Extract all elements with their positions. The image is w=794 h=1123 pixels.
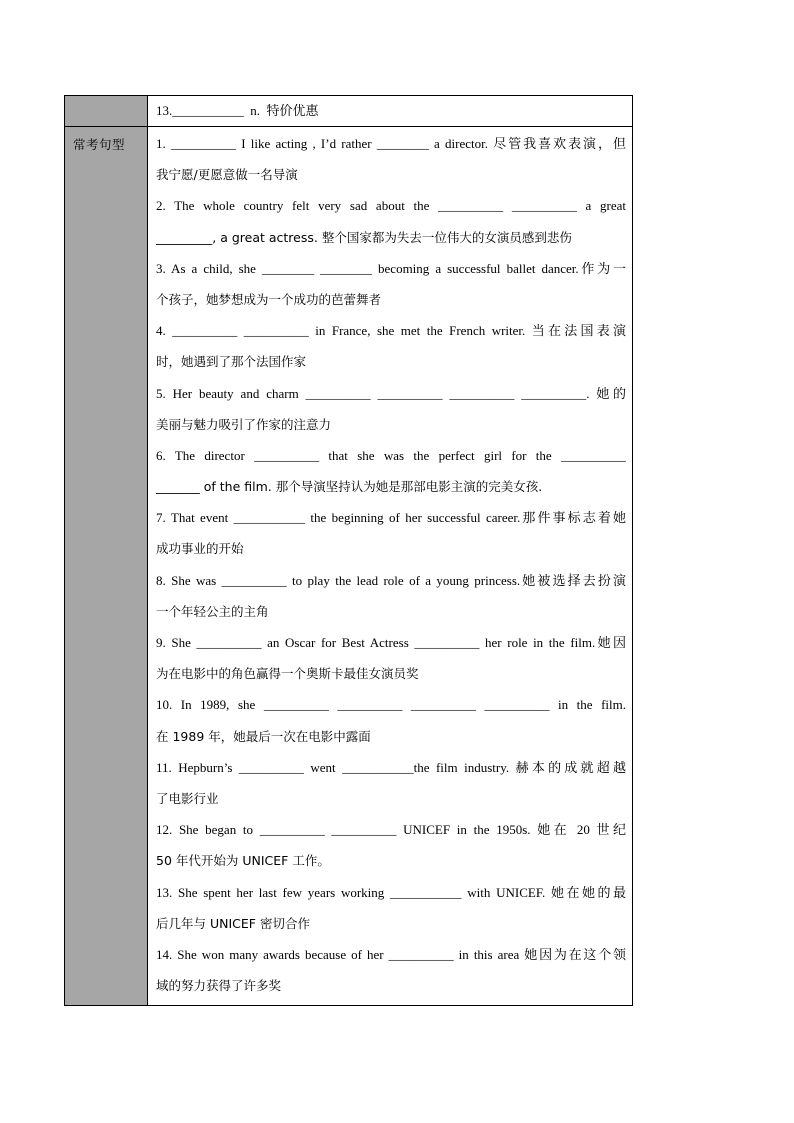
sentence-list-cell <box>148 127 633 1006</box>
sentence-line: 一个年轻公主的主角 <box>156 603 269 619</box>
sentence-line: 6. The director __________ that she was the perfect girl for the __________ <box>156 447 626 463</box>
sentence-line: 了电影行业 <box>156 790 219 806</box>
sentence-line: 我宁愿/更愿意做一名导演 <box>156 167 298 183</box>
sentence-line: _______ of the film. 那个导演坚持认为她是那部电影主演的完美女孩. <box>156 479 543 495</box>
sentence-line: 2. The whole country felt very sad about the __________ __________ a great <box>156 198 626 214</box>
sentence-line: 1. __________ I like acting , I’d rather ________ a director. 尽管我喜欢表演，但 <box>156 136 626 151</box>
study-sheet-table <box>64 95 633 1006</box>
sentence-line: 9. She __________ an Oscar for Best Actress __________ her role in the film.她因 <box>156 635 626 650</box>
category-label: 常考句型 <box>73 137 126 152</box>
sentence-line: 时，她遇到了那个法国作家 <box>156 354 307 370</box>
sentence-line: 美丽与魅力吸引了作家的注意力 <box>156 416 332 432</box>
header-row <box>65 96 633 127</box>
sentence-line: 13. She spent her last few years working ___________ with UNICEF. 她在她的最 <box>156 884 626 900</box>
sentence-line: 50 年代开始为 UNICEF 工作。 <box>156 853 330 869</box>
sentence-line: 4. __________ __________ in France, she met the French writer. 当在法国表演 <box>156 323 626 339</box>
sentence-line: 7. That event ___________ the beginning of her successful career.那件事标志着她 <box>156 510 626 526</box>
sentence-line: 12. She began to __________ __________ UNICEF in the 1950s. 她在 20 世纪 <box>156 822 626 838</box>
sentence-line: 后几年与 UNICEF 密切合作 <box>156 915 310 931</box>
category-cell <box>65 127 148 1006</box>
sentence-list <box>156 127 626 1005</box>
sentence-line: 为在电影中的角色赢得一个奥斯卡最佳女演员奖 <box>156 666 419 682</box>
sentence-line: 个孩子，她梦想成为一个成功的芭蕾舞者 <box>156 291 382 307</box>
sentence-line: 14. She won many awards because of her __________ in this area 她因为在这个领 <box>156 946 626 962</box>
sentence-line: 域的努力获得了许多奖 <box>156 978 282 994</box>
vocab-item-13: 13.___________ n. 特价优惠 <box>156 103 319 118</box>
sentence-line: 3. As a child, she ________ ________ becoming a successful ballet dancer.作为一 <box>156 260 626 276</box>
sentence-line: 11. Hepburn’s __________ went ___________the film industry. 赫本的成就超越 <box>156 759 626 775</box>
sentence-pattern-row <box>65 127 633 1006</box>
header-row-content-cell <box>148 96 633 127</box>
sentence-line: _________, a great actress. 整个国家都为失去一位伟大的女演员感到悲伤 <box>156 229 572 245</box>
sentence-line: 成功事业的开始 <box>156 541 244 557</box>
sentence-line: 5. Her beauty and charm __________ __________ __________ __________. 她的 <box>156 385 626 401</box>
header-row-side-cell <box>65 96 148 127</box>
sentence-line: 10. In 1989, she __________ __________ __________ __________ in the film. <box>156 697 626 713</box>
sentence-line: 8. She was __________ to play the lead role of a young princess.她被选择去扮演 <box>156 572 626 588</box>
sentence-line: 在 1989 年，她最后一次在电影中露面 <box>156 728 371 744</box>
